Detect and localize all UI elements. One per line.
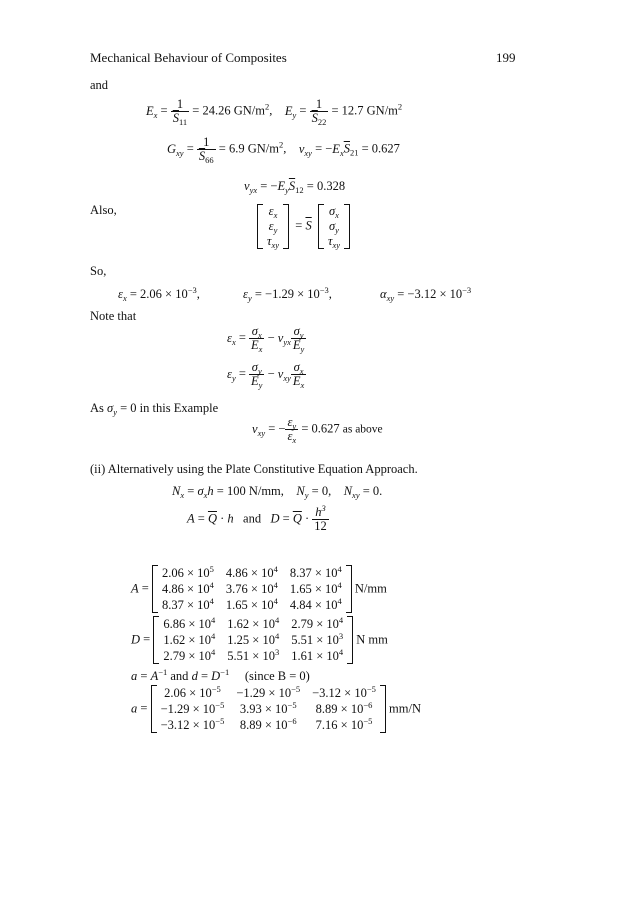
- text-also: Also,: [90, 203, 117, 217]
- matrix-a-block: A = $2.06 \times 10^5$ $4.86 \times 10^4$ $8.37 \times 10^4$ $4.86 \times 10^4$ $3.76 \times 10^4$ $1.65 \times 10^4$ $8.37 \times 10^4$ $1.65 \times 10^4$ $4.84 \times 10^4$ N/mm: [131, 564, 387, 612]
- matrix-cell: $8.89 \times 10^{-6}$: [239, 716, 297, 732]
- equation-a-d-definition: $A = \overline{Q} \cdot h$ and $D = \overline{Q}$ · $\frac{h^3}{12}$: [187, 503, 327, 534]
- matrix-cell: $1.25 \times 10^4$: [227, 631, 280, 647]
- matrix-cell: $1.65 \times 10^4$: [289, 580, 342, 596]
- as-above-text: as above: [342, 423, 383, 436]
- matrix-cell: $1.61 \times 10^4$: [291, 647, 344, 663]
- matrix-cell: $2.06 \times 10^5$: [161, 564, 214, 580]
- ny-value: = 0,: [311, 484, 332, 498]
- eps-x-exponent: −3: [187, 285, 197, 295]
- matrix-cell: $-3.12 \times 10^{-5}$: [312, 684, 376, 700]
- matrix-cell: $1.62 \times 10^4$: [163, 631, 216, 647]
- matrix-cell: $3.93 \times 10^{-5}$: [239, 700, 297, 716]
- matrix-cell: $1.62 \times 10^4$: [227, 615, 280, 631]
- equation-ex-ey: $E_x$ = $\frac{1}{\overline{S}_{11}}$ = 24.26 $GN/m^2$, $E_y$ = $\frac{1}{\overline{S}_{22}}$ = 12.7 $GN/m^2$: [146, 97, 403, 128]
- matrix-cell: $7.16 \times 10^{-5}$: [315, 716, 373, 732]
- ey-value: = 12.7 GN/m: [331, 103, 398, 118]
- matrix-cell: $8.37 \times 10^4$: [161, 596, 214, 612]
- matrix-d-block: D = $6.86 \times 10^4$ $1.62 \times 10^4$ $2.79 \times 10^4$ $1.62 \times 10^4$ $1.25 \times 10^4$ $5.51 \times 10^3$ $2.79 \times 10^4$ $5.51 \times 10^3$ $1.61 \times 10^4$ N mm: [131, 615, 388, 663]
- since-b0: (since B = 0): [244, 669, 310, 683]
- matrix-cell: $3.76 \times 10^4$: [225, 580, 278, 596]
- matrix-cell: $5.51 \times 10^3$: [227, 647, 280, 663]
- matrix-cell: $-1.29 \times 10^{-5}$: [160, 700, 225, 716]
- equation-vxy-ratio: $\nu_{xy}$ = − $\frac{\varepsilon_y}{\varepsilon_x}$ = 0.627 as above: [252, 415, 383, 446]
- text-alt-approach: (ii) Alternatively using the Plate Constitutive Equation Approach.: [90, 462, 418, 476]
- matrix-small-a-block: a = $2.06 \times 10^{-5}$ $-1.29 \times 10^{-5}$ $-3.12 \times 10^{-5}$ $-1.29 \times 10^{-5}$ $3.93 \times 10^{-5}$ $8.89 \times 10^{-6}$ $-3.12 \times 10^{-5}$ $8.89 \times 10^{-6}$ $7.16 \times 10^{-5}$ mm/N: [131, 684, 421, 732]
- equation-vyx: $\nu_{yx} = -E_y\overline{S}_{12} = 0.328$: [244, 179, 346, 195]
- nx-value: = 100 N/mm,: [216, 484, 284, 498]
- equation-eps-y: $\varepsilon_y = -1.29 \times 10^{-3}$,: [243, 285, 332, 303]
- equation-inverse: $a = A^{-1}$ and $d = D^{-1}$ (since B = 0): [131, 667, 310, 683]
- text-so: So,: [90, 264, 107, 278]
- unit-d-matrix: N mm: [356, 632, 388, 647]
- alpha-xy-exponent: −3: [462, 285, 472, 295]
- matrix-cell: $-3.12 \times 10^{-5}$: [160, 716, 225, 732]
- matrix-cell: $8.89 \times 10^{-6}$: [315, 700, 373, 716]
- vxy-ratio-value: = 0.627: [301, 421, 340, 436]
- and-word: and: [243, 511, 262, 526]
- matrix-a-grid: [158, 565, 346, 613]
- equation-gxy-vxy: $G_{xy}$ = $\frac{1}{\overline{S}_{66}}$ = 6.9 $GN/m^2$, $\nu_{xy} = -E_x\overline{S}_{21} = 0.627$: [167, 135, 400, 166]
- nxy-value: = 0.: [362, 484, 383, 498]
- matrix-cell: $5.51 \times 10^3$: [291, 631, 344, 647]
- matrix-cell: $4.86 \times 10^4$: [161, 580, 214, 596]
- equation-eps-y-relation: $\varepsilon_y$ = $\frac{\sigma_y}{E_y}$ − $\nu_{xy}$ $\frac{\sigma_x}{E_x}$: [227, 360, 305, 391]
- matrix-cell: $2.06 \times 10^{-5}$: [164, 684, 221, 700]
- gxy-value: = 6.9 GN/m: [218, 141, 279, 156]
- equation-eps-x-relation: $\varepsilon_x$ = $\frac{\sigma_x}{E_x}$ − $\nu_{yx}$ $\frac{\sigma_y}{E_y}$: [227, 324, 305, 355]
- ex-value: = 24.26 GN/m: [192, 103, 265, 118]
- matrix-cell: $-1.29 \times 10^{-5}$: [236, 684, 301, 700]
- as-sigma-text: in this Example: [139, 401, 219, 415]
- page-number: 199: [496, 50, 516, 65]
- alpha-xy-value: = −3.12 × 10: [397, 287, 463, 301]
- matrix-cell: $6.86 \times 10^4$: [163, 615, 216, 631]
- equation-alpha-xy: $\alpha_{xy} = -3.12 \times 10^{-3}$: [380, 285, 472, 303]
- vyx-value: = 0.328: [306, 179, 346, 193]
- eps-y-exponent: −3: [319, 285, 329, 295]
- matrix-cell: $4.84 \times 10^4$: [289, 596, 342, 612]
- matrix-cell: $2.79 \times 10^4$: [291, 615, 344, 631]
- eps-x-value: = 2.06 × 10: [129, 287, 188, 301]
- matrix-small-a-grid: [157, 685, 380, 733]
- matrix-cell: $2.79 \times 10^4$: [163, 647, 216, 663]
- unit-a-matrix: N/mm: [354, 581, 387, 596]
- matrix-cell: $8.37 \times 10^4$: [289, 564, 342, 580]
- equation-forces: $N_x = \sigma_xh = 100$ N/mm, $N_y = 0$, $N_{xy} = 0$.: [172, 484, 383, 500]
- equation-strain-stress: $\varepsilon_x$ $\varepsilon_y$ $\tau_{xy}$ = $\overline{S}$ $\sigma_x$ $\sigma_y$ $\tau_{xy}$: [257, 204, 350, 249]
- text-and: and: [90, 78, 109, 92]
- matrix-d-grid: [159, 616, 347, 664]
- equation-strains: $\varepsilon_x = 2.06 \times 10^{-3}$,: [118, 285, 200, 303]
- as-word: As: [90, 401, 104, 415]
- vxy-value-shown: = 0.627: [361, 141, 400, 156]
- running-header: Mechanical Behaviour of Composites: [90, 50, 287, 65]
- unit-small-a-matrix: mm/N: [389, 701, 421, 716]
- text-as-sigma-zero: As $\sigma_y = 0$ in this Example: [90, 401, 219, 417]
- eps-y-value: = −1.29 × 10: [254, 287, 320, 301]
- matrix-cell: $1.65 \times 10^4$: [225, 596, 278, 612]
- text-note-that: Note that: [90, 309, 137, 323]
- matrix-cell: $4.86 \times 10^4$: [225, 564, 278, 580]
